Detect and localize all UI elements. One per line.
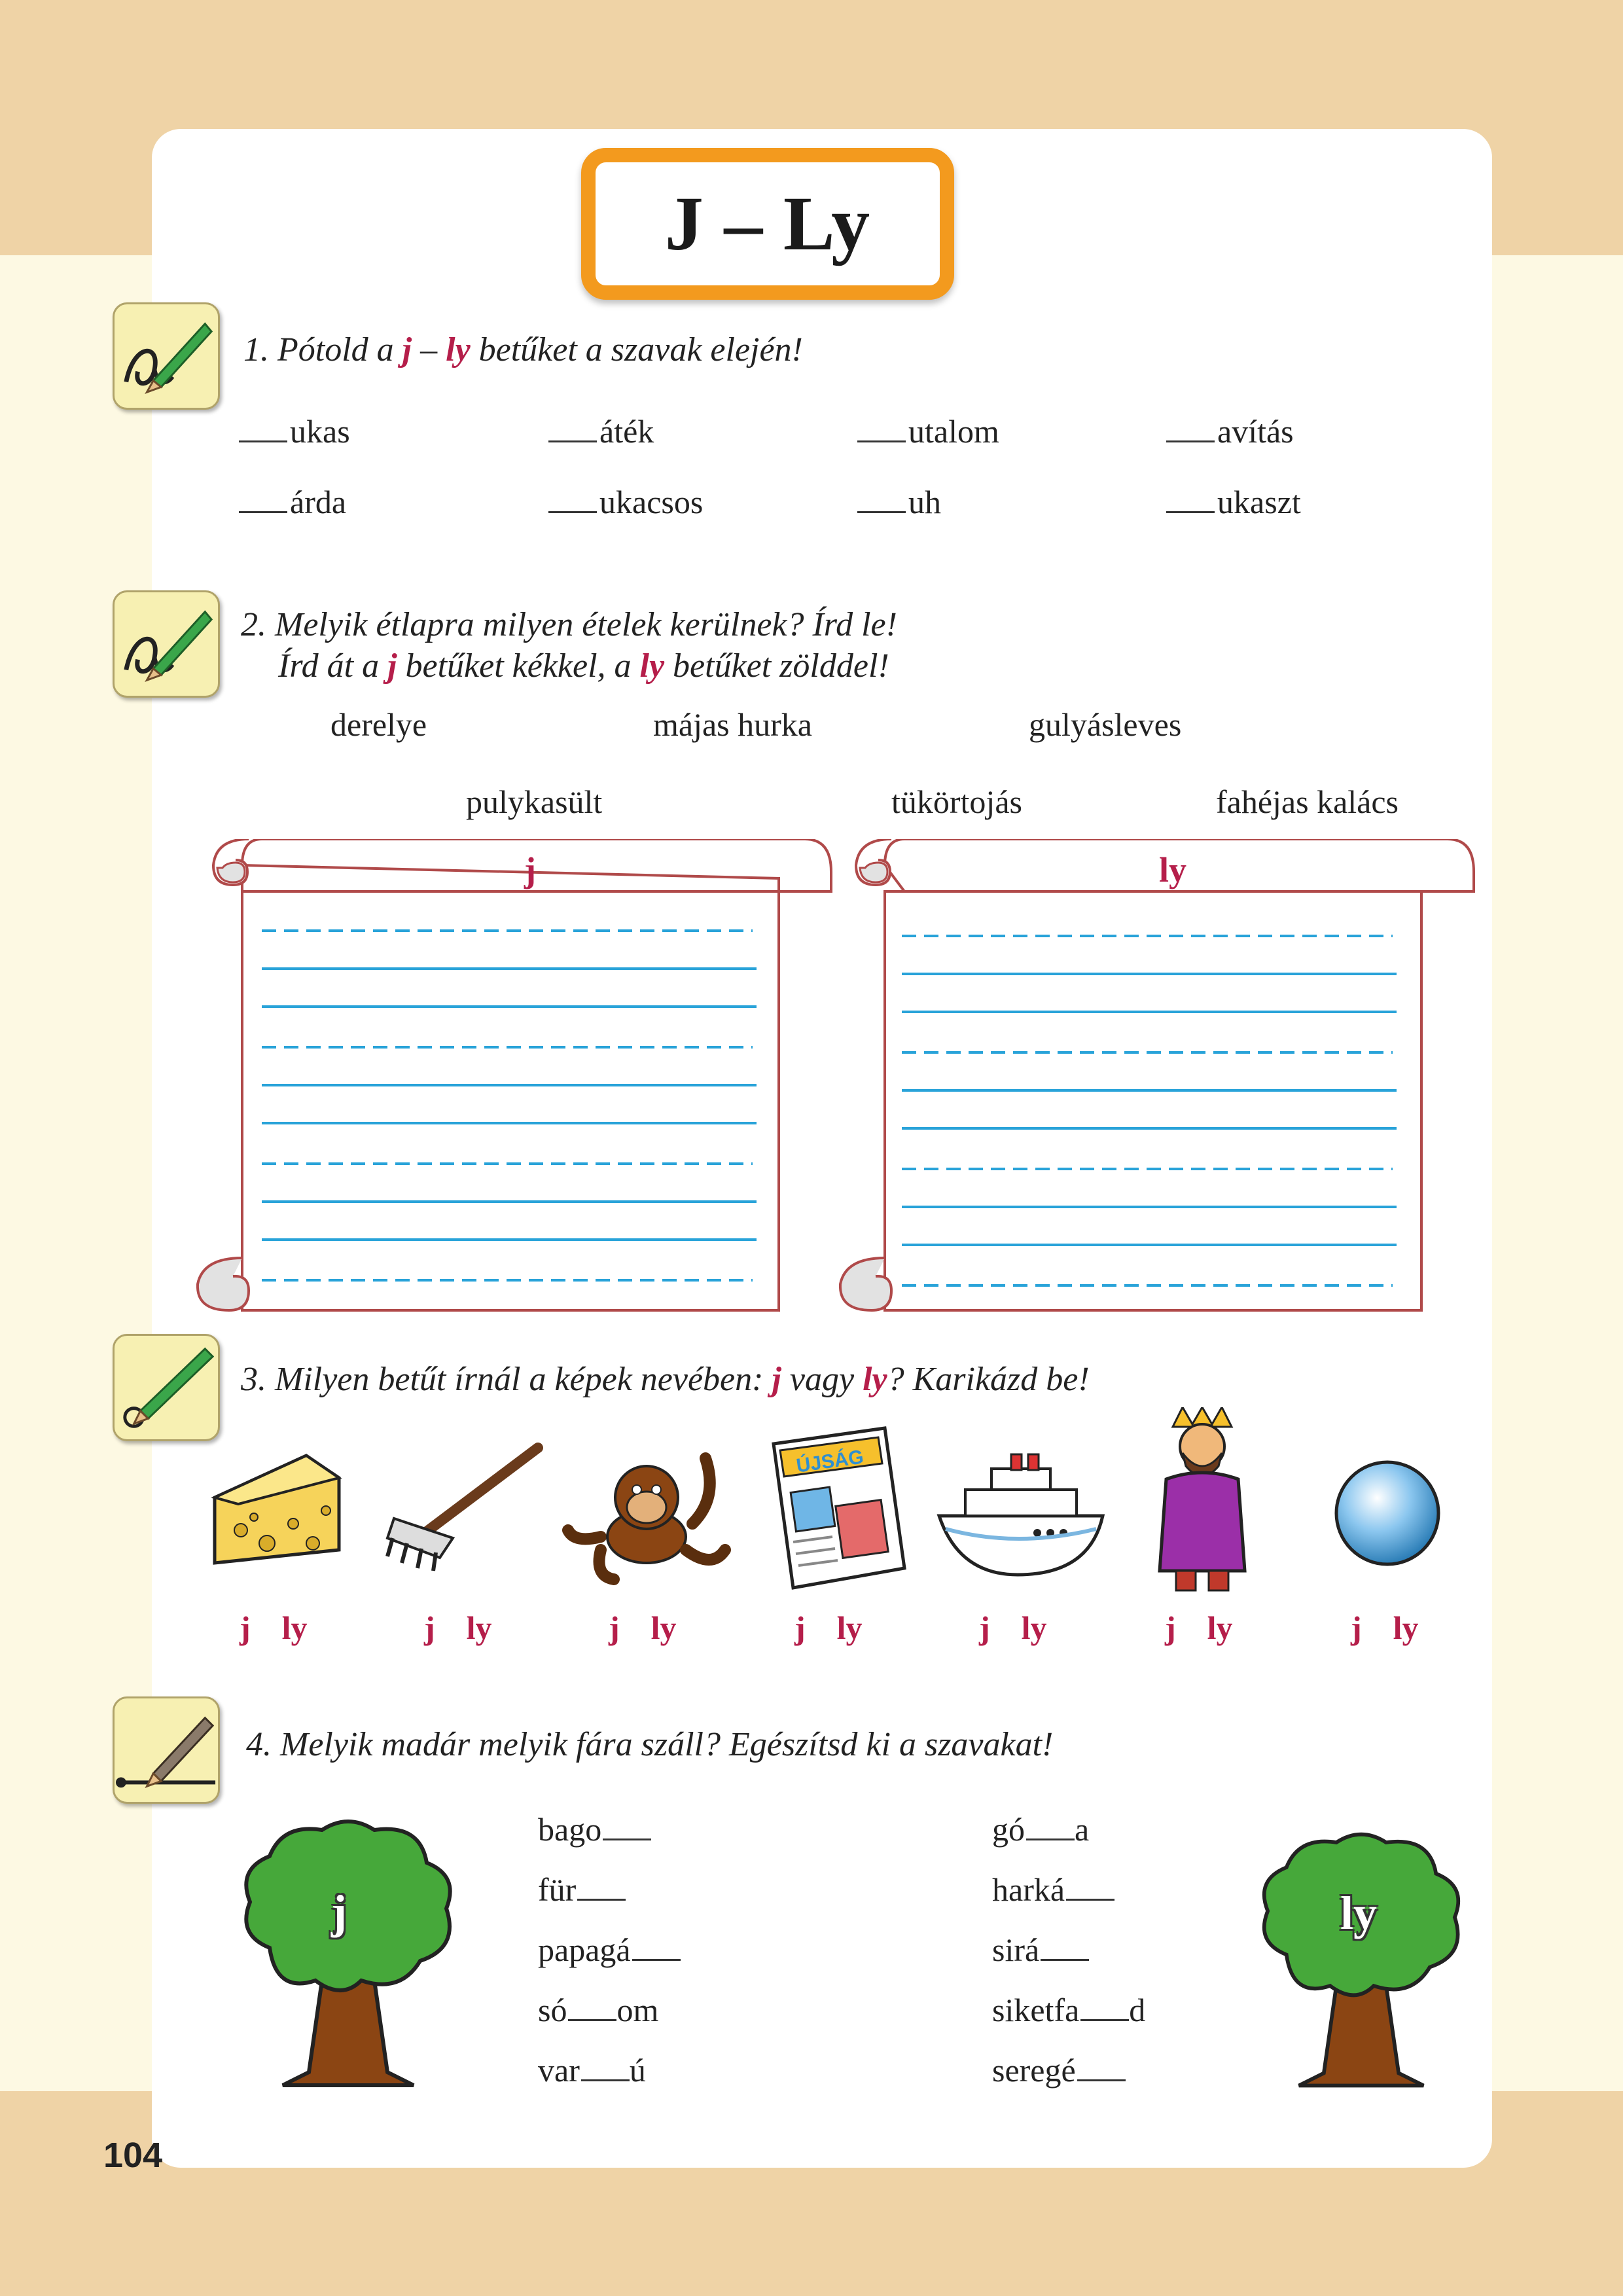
choice-pair[interactable] [1351,1609,1419,1647]
newspaper-picture [767,1424,911,1594]
exercise-1-instruction: 1. Pótold a j – ly betűket a szavak elején! [243,331,803,368]
bird-word[interactable]: gó a [992,1811,1090,1848]
bird-word[interactable]: siketfa d [992,1992,1146,2028]
choice-pair[interactable] [979,1609,1047,1647]
fill-word[interactable]: áték [548,412,654,450]
fill-word[interactable]: ukas [239,412,350,450]
food-word: májas hurka [653,706,812,743]
writing-pencil-icon [113,590,220,698]
choice-ly: ly [1207,1609,1233,1646]
ball-picture [1331,1457,1444,1570]
choice-j: j [424,1609,435,1646]
food-word: derelye [330,706,427,743]
choice-j: j [609,1609,620,1646]
tree-letter-j: j [331,1886,347,1938]
tree-letter-ly: ly [1340,1887,1378,1939]
food-word: pulykasült [466,783,603,820]
choice-j: j [979,1609,990,1646]
food-word: fahéjas kalács [1216,783,1399,820]
choice-ly: ly [1021,1609,1047,1646]
exercise-4-instruction: 4. Melyik madár melyik fára száll? Egészítsd ki a szavakat! [246,1726,1054,1763]
scroll-label-ly: ly [1158,850,1186,889]
bird-word[interactable]: só om [538,1992,659,2028]
bird-word[interactable]: harká [992,1871,1115,1909]
choice-j: j [240,1609,251,1646]
hoe-picture [374,1440,544,1577]
ship-picture [933,1450,1109,1581]
title-frame [581,148,954,300]
bird-word[interactable]: seregé [992,2051,1126,2089]
choice-j: j [1351,1609,1362,1646]
page-number: 104 [103,2136,163,2175]
choice-pair[interactable] [1165,1609,1233,1647]
choice-j: j [794,1609,806,1646]
fill-word[interactable]: avítás [1166,412,1294,450]
cheese-picture [208,1452,346,1576]
tree-j [230,1817,466,2092]
choice-pair[interactable] [240,1609,308,1647]
bird-word[interactable]: papagá [538,1931,681,1969]
fill-word[interactable]: utalom [857,412,999,450]
bird-word[interactable]: bago [538,1810,651,1848]
fill-word[interactable]: uh [857,483,941,521]
circle-pencil-icon [113,1334,220,1441]
tree-ly [1243,1830,1479,2092]
fill-word[interactable]: árda [239,483,346,521]
scroll-label-j: j [524,850,536,889]
writing-pencil-icon [113,302,220,410]
fill-word[interactable]: ukaszt [1166,483,1301,521]
food-word: gulyásleves [1029,706,1182,743]
writing-lines-ly[interactable] [902,929,1399,1296]
newspaper-text: ÚJSÁG [794,1446,865,1477]
exercise-2-instruction-line-2: Írd át a j betűket kékkel, a ly betűket zölddel! [278,647,889,685]
exercise-3-instruction: 3. Milyen betűt írnál a képek nevében: j vagy ly? Karikázd be! [241,1361,1090,1398]
bird-word[interactable]: für [538,1871,626,1909]
pencil-line-icon [113,1696,220,1804]
choice-pair[interactable] [424,1609,492,1647]
choice-ly: ly [466,1609,492,1646]
choice-pair[interactable] [794,1609,863,1647]
exercise-2-instruction-line-1: 2. Melyik étlapra milyen ételek kerülnek? Írd le! [241,606,897,643]
writing-lines-j[interactable] [262,924,759,1291]
choice-j: j [1165,1609,1176,1646]
fill-word[interactable]: ukacsos [548,483,703,521]
choice-ly: ly [1393,1609,1419,1646]
bird-word[interactable]: sirá [992,1931,1089,1969]
bird-word[interactable]: var ú [538,2052,646,2089]
choice-ly: ly [281,1609,308,1646]
monkey-picture [562,1445,745,1589]
king-picture [1147,1407,1258,1597]
food-word: tükörtojás [891,783,1022,820]
choice-pair[interactable] [609,1609,677,1647]
choice-ly: ly [651,1609,677,1646]
choice-ly: ly [836,1609,863,1646]
page-title: J – Ly [664,181,871,266]
